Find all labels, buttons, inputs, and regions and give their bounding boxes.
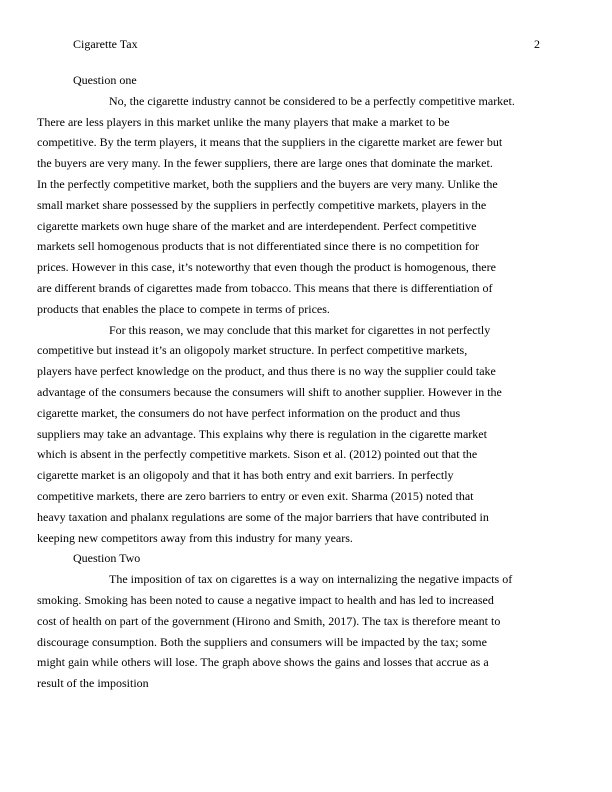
text-line: keeping new competitors away from this industry for many years. — [37, 530, 353, 545]
text-line: advantage of the consumers because the consumers will shift to another supplier. However in the — [37, 384, 502, 399]
text-line: products that enables the place to compete in terms of prices. — [37, 301, 330, 316]
document-body — [37, 70, 540, 694]
text-line: For this reason, we may conclude that this market for cigarettes in not perfectly — [109, 322, 491, 337]
text-line: competitive. By the term players, it means that the suppliers in the cigarette market are fewer but — [37, 135, 503, 150]
text-line: are different brands of cigarettes made from tobacco. This means that there is differentiation of — [37, 280, 493, 295]
text-line: cost of health on part of the government (Hirono and Smith, 2017). The tax is therefore meant to — [37, 613, 501, 628]
text-line: No, the cigarette industry cannot be considered to be a perfectly competitive market. — [109, 93, 515, 108]
text-line: small market share possessed by the suppliers in perfectly competitive markets, players in the — [37, 197, 487, 212]
paragraph — [37, 320, 540, 549]
section-heading: Question one — [73, 73, 137, 87]
page-header — [73, 36, 540, 52]
text-line: players have perfect knowledge on the product, and thus there is no way the supplier could take — [37, 364, 496, 379]
text-line: heavy taxation and phalanx regulations are some of the major barriers that have contributed in — [37, 509, 489, 524]
section-heading: Question Two — [73, 551, 141, 566]
text-line: cigarette market, the consumers do not have perfect information on the product and thus — [37, 405, 461, 420]
paragraph — [37, 569, 540, 694]
text-line: which is absent in the perfectly competitive markets. Sison et al. (2012) pointed out that the — [37, 447, 478, 462]
text-line: result of the imposition — [37, 676, 149, 691]
text-line: The imposition of tax on cigarettes is a way on internalizing the negative impacts of — [109, 572, 513, 587]
text-line: prices. However in this case, it’s noteworthy that even though the product is homogenous, there — [37, 260, 496, 275]
running-head-title: Cigarette Tax — [73, 37, 138, 51]
page-number: 2 — [534, 37, 540, 51]
text-line: smoking. Smoking has been noted to cause a negative impact to health and has led to increased — [37, 592, 494, 607]
text-line: suppliers may take an advantage. This explains why there is regulation in the cigarette market — [37, 426, 487, 441]
text-line: In the perfectly competitive market, both the suppliers and the buyers are very many. Unlike the — [37, 176, 498, 191]
paragraph — [37, 91, 540, 320]
text-line: might gain while others will lose. The graph above shows the gains and losses that accrue as a — [37, 655, 489, 670]
text-line: There are less players in this market unlike the many players that make a market to be — [37, 114, 450, 129]
text-line: cigarette markets own huge share of the market and are interdependent. Perfect competitive — [37, 218, 477, 233]
text-line: markets sell homogenous products that is not differentiated since there is no competition for — [37, 239, 480, 254]
text-line: discourage consumption. Both the suppliers and consumers will be impacted by the tax; some — [37, 634, 487, 649]
text-line: the buyers are very many. In the fewer suppliers, there are large ones that dominate the market. — [37, 156, 493, 171]
text-line: cigarette market is an oligopoly and that it has both entry and exit barriers. In perfectly — [37, 468, 454, 483]
text-line: competitive markets, there are zero barriers to entry or even exit. Sharma (2015) noted that — [37, 488, 474, 503]
text-line: competitive but instead it’s an oligopoly market structure. In perfect competitive markets, — [37, 343, 468, 358]
